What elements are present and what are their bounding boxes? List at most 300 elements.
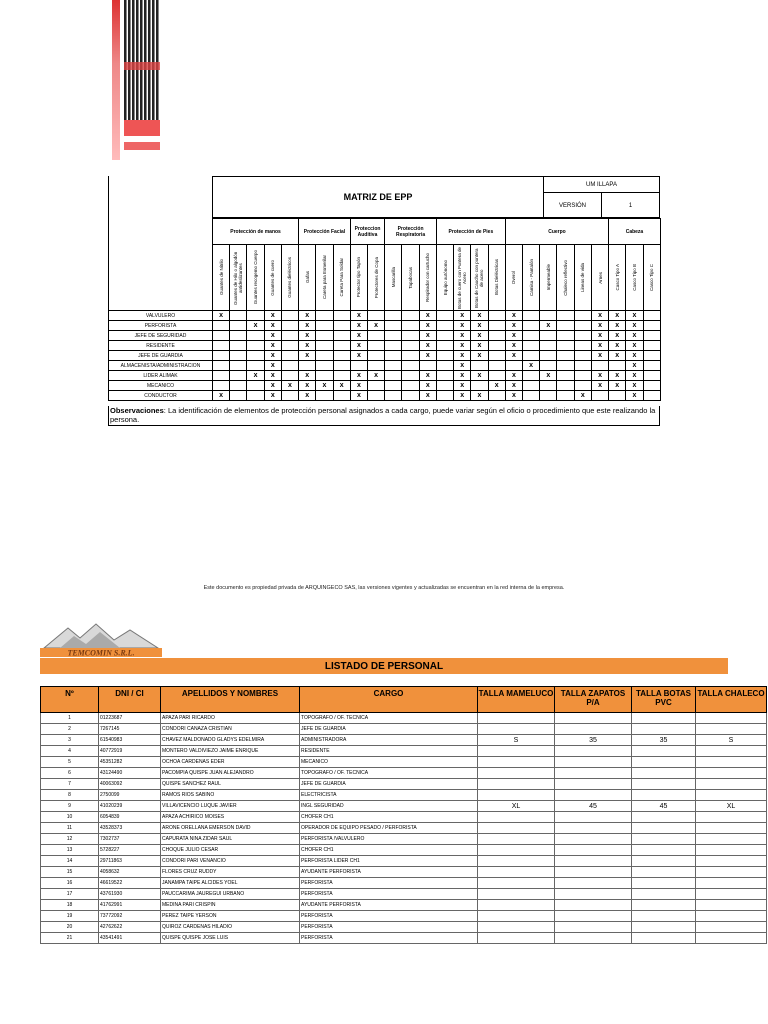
- personnel-row: [41, 713, 767, 724]
- personnel-cell: XL: [696, 801, 767, 812]
- personnel-cell: [478, 900, 555, 911]
- matrix-cell: [574, 311, 591, 321]
- matrix-cell: [488, 391, 505, 401]
- matrix-cell: x: [609, 331, 626, 341]
- personnel-cell: [696, 779, 767, 790]
- matrix-cell: x: [299, 331, 316, 341]
- matrix-cell: x: [471, 341, 488, 351]
- matrix-cell: x: [540, 371, 557, 381]
- matrix-cell: [230, 321, 247, 331]
- matrix-cell: x: [471, 351, 488, 361]
- matrix-cell: x: [488, 381, 505, 391]
- personnel-cell: 45: [555, 801, 632, 812]
- personnel-cell: [478, 878, 555, 889]
- matrix-column-label: Lineas de vida: [580, 262, 586, 293]
- personnel-cell: 43541491: [99, 933, 161, 944]
- personnel-cell: 21: [41, 933, 99, 944]
- personnel-row: [41, 845, 767, 856]
- personnel-cell: PEREZ TAIPE YERSON: [161, 911, 300, 922]
- company-logo-text: TEMCOMIN S.R.L.: [67, 648, 135, 658]
- matrix-cell: [488, 351, 505, 361]
- matrix-cell: [213, 331, 230, 341]
- matrix-cell: x: [419, 351, 436, 361]
- matrix-cell: [436, 331, 453, 341]
- personnel-cell: AYUDANTE PERFORISTA: [300, 867, 478, 878]
- personnel-column-header: CARGO: [300, 687, 478, 713]
- personnel-row: [41, 768, 767, 779]
- personnel-cell: [632, 790, 696, 801]
- personnel-cell: 45: [632, 801, 696, 812]
- matrix-cell: [316, 391, 333, 401]
- matrix-cell: x: [350, 351, 367, 361]
- matrix-cell: [385, 381, 402, 391]
- matrix-cell: [316, 311, 333, 321]
- matrix-cell: [402, 311, 419, 321]
- matrix-cell: x: [471, 311, 488, 321]
- personnel-cell: [632, 779, 696, 790]
- matrix-cell: x: [419, 381, 436, 391]
- personnel-cell: 8: [41, 790, 99, 801]
- personnel-cell: [696, 845, 767, 856]
- personnel-cell: 11: [41, 823, 99, 834]
- matrix-cell: x: [419, 341, 436, 351]
- personnel-cell: 6: [41, 768, 99, 779]
- personnel-row: [41, 911, 767, 922]
- matrix-column-label: Casco Tipo B: [631, 264, 637, 291]
- personnel-cell: [696, 823, 767, 834]
- matrix-role: ALMACENISTA/ADMINISTRACION: [109, 361, 213, 371]
- personnel-cell: RESIDENTE: [300, 746, 478, 757]
- matrix-cell: [488, 331, 505, 341]
- matrix-cell: x: [574, 391, 591, 401]
- personnel-cell: CHOQUE JULIO CESAR: [161, 845, 300, 856]
- matrix-column-label: Botas de Caucho con puntera de acero: [474, 247, 485, 308]
- personnel-cell: [478, 933, 555, 944]
- matrix-cell: [385, 371, 402, 381]
- personnel-cell: MONTERO VALDIVIEZO JAIME ENRIQUE: [161, 746, 300, 757]
- personnel-cell: 16: [41, 878, 99, 889]
- personnel-cell: RAMOS RIOS SABINO: [161, 790, 300, 801]
- matrix-cell: [213, 381, 230, 391]
- matrix-cell: [333, 341, 350, 351]
- matrix-cell: [488, 341, 505, 351]
- matrix-cell: x: [626, 361, 643, 371]
- matrix-cell: x: [454, 321, 471, 331]
- matrix-row: [109, 341, 661, 351]
- matrix-column-label: Equipo autónomo: [442, 259, 448, 296]
- matrix-cell: [333, 391, 350, 401]
- personnel-column-header: TALLA CHALECO: [696, 687, 767, 713]
- matrix-cell: x: [299, 381, 316, 391]
- personnel-cell: 12: [41, 834, 99, 845]
- personnel-row: [41, 823, 767, 834]
- matrix-role: CONDUCTOR: [109, 391, 213, 401]
- matrix-column-header: [540, 245, 557, 311]
- matrix-column-label: Guantes de Hilo o algodón antideslizantes: [233, 250, 244, 305]
- personnel-cell: [696, 812, 767, 823]
- matrix-cell: [247, 391, 264, 401]
- matrix-cell: x: [454, 391, 471, 401]
- personnel-cell: [555, 856, 632, 867]
- personnel-cell: 1: [41, 713, 99, 724]
- personnel-cell: PACOMPIA QUISPE JUAN ALEJANDRO: [161, 768, 300, 779]
- matrix-cell: x: [454, 341, 471, 351]
- matrix-cell: [281, 371, 298, 381]
- matrix-cell: [505, 361, 522, 371]
- personnel-cell: 2: [41, 724, 99, 735]
- matrix-cell: [523, 341, 540, 351]
- personnel-cell: 46619522: [99, 878, 161, 889]
- matrix-column-label: Arnes: [597, 271, 603, 284]
- matrix-cell: x: [299, 371, 316, 381]
- version-label: VERSIÓN: [544, 193, 602, 218]
- matrix-cell: [213, 361, 230, 371]
- personnel-cell: APAZA PARI RICARDO: [161, 713, 300, 724]
- personnel-row: [41, 801, 767, 812]
- matrix-cell: [540, 351, 557, 361]
- personnel-cell: PERFORISTA: [300, 878, 478, 889]
- matrix-cell: x: [471, 371, 488, 381]
- personnel-cell: PERFORISTA: [300, 922, 478, 933]
- matrix-cell: [591, 361, 608, 371]
- personnel-row: [41, 922, 767, 933]
- personnel-cell: [696, 834, 767, 845]
- matrix-cell: [557, 361, 574, 371]
- matrix-cell: [316, 371, 333, 381]
- personnel-cell: [632, 746, 696, 757]
- personnel-cell: [632, 933, 696, 944]
- personnel-column-header: DNI / CI: [99, 687, 161, 713]
- matrix-cell: x: [419, 331, 436, 341]
- matrix-cell: [643, 351, 660, 361]
- matrix-cell: x: [626, 311, 643, 321]
- matrix-cell: x: [368, 321, 385, 331]
- personnel-cell: 4: [41, 746, 99, 757]
- personnel-cell: [478, 856, 555, 867]
- matrix-cell: x: [591, 351, 608, 361]
- personnel-cell: CHAVEZ MALDONADO GLADYS EDELMIRA: [161, 735, 300, 746]
- matrix-group-header: Protección Facial: [299, 219, 351, 245]
- matrix-cell: x: [505, 351, 522, 361]
- matrix-column-header: [488, 245, 505, 311]
- matrix-cell: [368, 311, 385, 321]
- matrix-cell: [643, 321, 660, 331]
- personnel-cell: 43528373: [99, 823, 161, 834]
- epp-matrix-table: [108, 218, 661, 401]
- matrix-cell: [247, 311, 264, 321]
- matrix-cell: [385, 311, 402, 321]
- matrix-cell: [488, 361, 505, 371]
- personnel-row: [41, 735, 767, 746]
- document-footnote: Este documento es propiedad privada de ARQUINGECO SAS, las versiones vigentes y actualizadas se encuentran en la red interna de la empresa.: [203, 585, 565, 591]
- personnel-cell: [632, 922, 696, 933]
- personnel-cell: CHOFER CH1: [300, 845, 478, 856]
- matrix-cell: [247, 331, 264, 341]
- matrix-cell: [281, 351, 298, 361]
- personnel-cell: OCHOA CARDENAS EDER: [161, 757, 300, 768]
- personnel-cell: 40772919: [99, 746, 161, 757]
- matrix-cell: [385, 321, 402, 331]
- matrix-column-label: Guantes dieléctricos: [287, 257, 293, 298]
- personnel-cell: [478, 779, 555, 790]
- personnel-cell: 5: [41, 757, 99, 768]
- matrix-column-label: Respirador con cartucho: [425, 252, 431, 303]
- matrix-cell: [523, 321, 540, 331]
- personnel-row: [41, 856, 767, 867]
- matrix-cell: [385, 341, 402, 351]
- personnel-cell: [478, 768, 555, 779]
- matrix-row: [109, 381, 661, 391]
- matrix-cell: [591, 391, 608, 401]
- matrix-column-header: [402, 245, 419, 311]
- personnel-cell: JEFE DE GUARDIA: [300, 779, 478, 790]
- matrix-cell: [643, 361, 660, 371]
- matrix-cell: x: [350, 381, 367, 391]
- matrix-column-label: Botas de cuero con Puntera de Acero: [457, 246, 468, 309]
- matrix-cell: x: [454, 351, 471, 361]
- matrix-cell: x: [333, 381, 350, 391]
- matrix-cell: [609, 391, 626, 401]
- matrix-column-header: [591, 245, 608, 311]
- personnel-cell: [478, 757, 555, 768]
- personnel-row: [41, 900, 767, 911]
- matrix-cell: x: [591, 311, 608, 321]
- matrix-cell: x: [350, 311, 367, 321]
- matrix-column-header: [333, 245, 350, 311]
- personnel-cell: CONDORI PARI VENANCIO: [161, 856, 300, 867]
- matrix-cell: x: [523, 361, 540, 371]
- personnel-cell: [632, 724, 696, 735]
- matrix-meta: [544, 176, 660, 218]
- personnel-row: [41, 790, 767, 801]
- personnel-cell: [696, 900, 767, 911]
- personnel-cell: [696, 856, 767, 867]
- personnel-cell: 7267145: [99, 724, 161, 735]
- matrix-cell: x: [591, 341, 608, 351]
- personnel-cell: [632, 889, 696, 900]
- matrix-column-header: [350, 245, 367, 311]
- matrix-group-header: Proteccion Auditiva: [350, 219, 384, 245]
- personnel-cell: 35: [632, 735, 696, 746]
- epp-matrix: [108, 176, 660, 426]
- matrix-cell: x: [540, 321, 557, 331]
- personnel-row: [41, 812, 767, 823]
- matrix-cell: [230, 361, 247, 371]
- matrix-cell: x: [264, 321, 281, 331]
- personnel-cell: [696, 878, 767, 889]
- personnel-row: [41, 933, 767, 944]
- matrix-cell: [281, 391, 298, 401]
- matrix-cell: [574, 351, 591, 361]
- matrix-cell: x: [505, 391, 522, 401]
- matrix-column-header: [505, 245, 522, 311]
- matrix-cell: [523, 331, 540, 341]
- matrix-observations: [108, 406, 660, 426]
- personnel-cell: [632, 757, 696, 768]
- matrix-group-header: Protección de manos: [213, 219, 299, 245]
- matrix-cell: x: [626, 381, 643, 391]
- matrix-cell: x: [626, 391, 643, 401]
- matrix-row: [109, 311, 661, 321]
- matrix-cell: [557, 371, 574, 381]
- personnel-cell: TOPOGRAFO / OF. TECNICA: [300, 768, 478, 779]
- personnel-cell: [632, 911, 696, 922]
- matrix-cell: [385, 391, 402, 401]
- matrix-cell: [368, 331, 385, 341]
- matrix-column-header: [523, 245, 540, 311]
- personnel-cell: APAZA ACHIRICO MOISES: [161, 812, 300, 823]
- matrix-cell: x: [419, 321, 436, 331]
- personnel-cell: PERFORISTA: [300, 889, 478, 900]
- personnel-cell: CONDORI CANAZA CRISTIAN: [161, 724, 300, 735]
- matrix-cell: x: [264, 341, 281, 351]
- matrix-cell: [213, 341, 230, 351]
- matrix-cell: [436, 361, 453, 371]
- personnel-cell: [555, 900, 632, 911]
- personnel-cell: INGL SEGURIDAD: [300, 801, 478, 812]
- matrix-cell: x: [626, 351, 643, 361]
- personnel-cell: [696, 911, 767, 922]
- personnel-cell: 18: [41, 900, 99, 911]
- matrix-cell: [557, 341, 574, 351]
- matrix-cell: x: [264, 391, 281, 401]
- matrix-cell: [574, 331, 591, 341]
- matrix-cell: [523, 311, 540, 321]
- matrix-cell: [574, 361, 591, 371]
- matrix-cell: [540, 361, 557, 371]
- personnel-cell: 15: [41, 867, 99, 878]
- matrix-group-header: Cuerpo: [505, 219, 608, 245]
- personnel-table: [40, 686, 767, 944]
- matrix-cell: [247, 351, 264, 361]
- personnel-cell: MEDINA PARI CRISPIN: [161, 900, 300, 911]
- personnel-row: [41, 834, 767, 845]
- matrix-cell: [574, 341, 591, 351]
- personnel-cell: 20: [41, 922, 99, 933]
- personnel-cell: MECANICO: [300, 757, 478, 768]
- matrix-cell: x: [471, 391, 488, 401]
- matrix-cell: [368, 341, 385, 351]
- personnel-cell: 13: [41, 845, 99, 856]
- matrix-cell: x: [471, 331, 488, 341]
- personnel-cell: [632, 856, 696, 867]
- matrix-cell: [247, 341, 264, 351]
- matrix-column-header: [385, 245, 402, 311]
- personnel-cell: 43124490: [99, 768, 161, 779]
- matrix-role: MECANICO: [109, 381, 213, 391]
- matrix-cell: [557, 331, 574, 341]
- matrix-cell: [402, 361, 419, 371]
- matrix-cell: x: [471, 321, 488, 331]
- personnel-cell: 7: [41, 779, 99, 790]
- matrix-row: [109, 321, 661, 331]
- matrix-cell: x: [454, 371, 471, 381]
- matrix-column-header: [643, 245, 660, 311]
- personnel-cell: 7302737: [99, 834, 161, 845]
- matrix-row: [109, 361, 661, 371]
- matrix-cell: [213, 371, 230, 381]
- matrix-column-header: [281, 245, 298, 311]
- personnel-cell: [632, 845, 696, 856]
- personnel-cell: [478, 713, 555, 724]
- personnel-cell: ARONE ORELLANA EMERSON DAVID: [161, 823, 300, 834]
- personnel-cell: VILLAVICENCIO LUQUE JAVIER: [161, 801, 300, 812]
- matrix-cell: [540, 331, 557, 341]
- matrix-cell: [230, 351, 247, 361]
- matrix-column-label: Gafas: [304, 271, 310, 284]
- personnel-cell: FLORES CRUZ RUDDY: [161, 867, 300, 878]
- personnel-cell: [632, 812, 696, 823]
- matrix-cell: x: [591, 381, 608, 391]
- matrix-cell: [213, 321, 230, 331]
- matrix-cell: x: [591, 331, 608, 341]
- observations-label: Observaciones: [110, 406, 164, 415]
- matrix-cell: x: [368, 371, 385, 381]
- personnel-cell: OPERADOR DE EQUIPO PESADO / PERFORISTA: [300, 823, 478, 834]
- matrix-cell: x: [213, 391, 230, 401]
- matrix-role: LIDER ALIMAK: [109, 371, 213, 381]
- matrix-cell: [402, 321, 419, 331]
- matrix-cell: [402, 351, 419, 361]
- matrix-column-label: Botas Dieléctricas: [494, 259, 500, 296]
- matrix-cell: x: [505, 321, 522, 331]
- personnel-cell: [478, 812, 555, 823]
- matrix-cell: x: [454, 331, 471, 341]
- matrix-cell: x: [264, 331, 281, 341]
- observations-text: : La identificación de elementos de protección personal asignados a cada cargo, puede variar según el oficio o procedimiento que este realizando la persona.: [110, 406, 656, 424]
- matrix-cell: x: [454, 311, 471, 321]
- matrix-column-header: [471, 245, 488, 311]
- personnel-cell: 14: [41, 856, 99, 867]
- personnel-row: [41, 878, 767, 889]
- personnel-cell: QUISPE QUISPE JOSE LUIS: [161, 933, 300, 944]
- matrix-group-header: Cabeza: [609, 219, 661, 245]
- personnel-cell: [696, 768, 767, 779]
- matrix-cell: x: [626, 321, 643, 331]
- personnel-cell: [555, 724, 632, 735]
- matrix-cell: [385, 331, 402, 341]
- personnel-cell: AYUDANTE PERFORISTA: [300, 900, 478, 911]
- matrix-group-header: Protección de Pies: [436, 219, 505, 245]
- personnel-cell: XL: [478, 801, 555, 812]
- personnel-cell: [555, 922, 632, 933]
- matrix-cell: [299, 361, 316, 371]
- matrix-cell: x: [609, 321, 626, 331]
- personnel-row: [41, 724, 767, 735]
- personnel-cell: [478, 911, 555, 922]
- matrix-cell: x: [609, 351, 626, 361]
- matrix-row: [109, 391, 661, 401]
- personnel-cell: [555, 933, 632, 944]
- matrix-cell: [316, 351, 333, 361]
- matrix-cell: [316, 331, 333, 341]
- matrix-cell: [436, 381, 453, 391]
- matrix-column-header: [454, 245, 471, 311]
- personnel-column-header: Nº: [41, 687, 99, 713]
- matrix-cell: [643, 381, 660, 391]
- matrix-cell: [333, 361, 350, 371]
- personnel-cell: [555, 867, 632, 878]
- matrix-column-header: [316, 245, 333, 311]
- matrix-title: MATRIZ DE EPP: [212, 176, 544, 218]
- matrix-cell: x: [247, 321, 264, 331]
- matrix-unit: UM ILLAPA: [544, 177, 659, 193]
- matrix-cell: x: [609, 311, 626, 321]
- matrix-cell: [402, 331, 419, 341]
- personnel-cell: [478, 889, 555, 900]
- matrix-cell: [333, 331, 350, 341]
- personnel-cell: PERFORISTA LIDER CH1: [300, 856, 478, 867]
